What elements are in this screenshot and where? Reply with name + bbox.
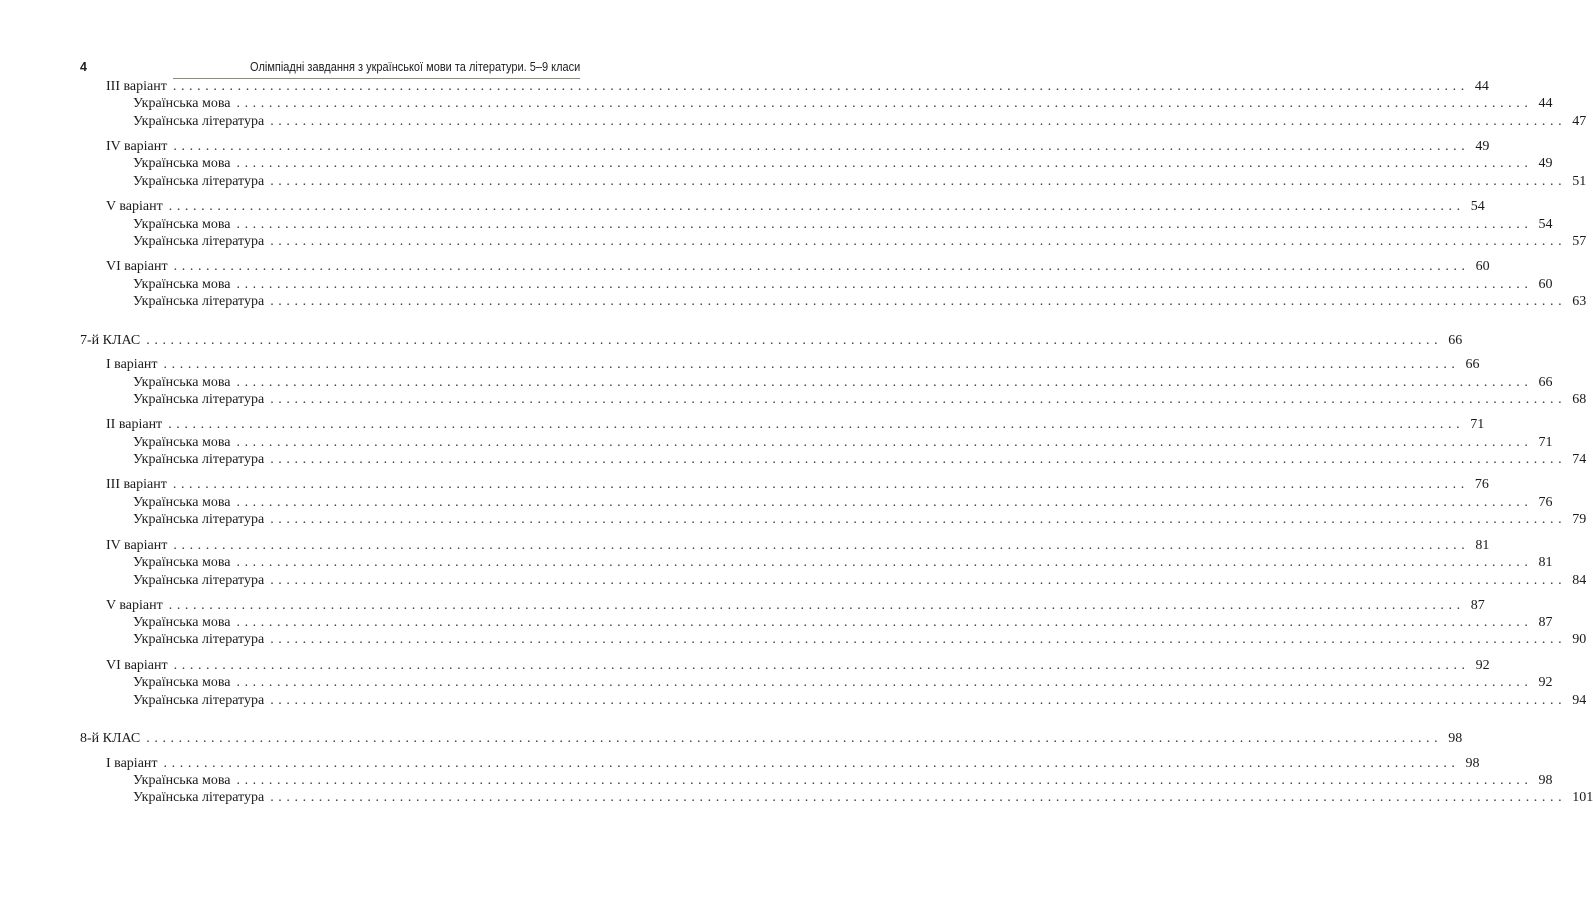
dot-leader: ................................................................................................................................................................ <box>236 96 1533 111</box>
toc-entry-page: 51 <box>1572 174 1587 189</box>
toc-subject-entry <box>133 276 1553 294</box>
toc-variant-entry <box>106 138 1490 156</box>
dot-leader: ................................................................................................................................................................ <box>236 435 1533 450</box>
toc-subject-entry <box>133 95 1553 113</box>
toc-entry-label: Українська мова <box>133 772 236 790</box>
toc-entry-page: 98 <box>1448 731 1463 746</box>
page-number: 4 <box>80 60 87 74</box>
toc-subject-entry <box>133 233 1587 251</box>
toc-subject-entry <box>133 674 1553 692</box>
toc-entry-page: 71 <box>1538 435 1553 450</box>
toc-entry-page: 76 <box>1474 477 1489 492</box>
toc-section-entry <box>80 730 1463 748</box>
toc-entry-page: 44 <box>1474 79 1489 94</box>
dot-leader: ................................................................................................................................................................ <box>172 79 1469 94</box>
toc-variant-entry <box>106 657 1490 675</box>
toc-subject-entry <box>133 631 1587 649</box>
toc-subject-entry <box>133 494 1553 512</box>
toc-entry-label: Українська література <box>133 789 270 807</box>
toc-entry-page: 71 <box>1470 417 1485 432</box>
toc-entry-label: Українська мова <box>133 216 236 234</box>
dot-leader: ................................................................................................................................................................ <box>236 773 1533 788</box>
toc-subject-entry <box>133 572 1587 590</box>
toc-entry-page: 74 <box>1572 452 1587 467</box>
dot-leader: ................................................................................................................................................................ <box>173 538 1470 553</box>
toc-entry-page: 47 <box>1572 114 1587 129</box>
toc-variant-entry <box>106 476 1489 494</box>
dot-leader: ................................................................................................................................................................ <box>172 477 1469 492</box>
toc-subject-entry <box>133 451 1587 469</box>
toc-variant-entry <box>106 258 1490 276</box>
toc-subject-entry <box>133 173 1587 191</box>
toc-entry-label: Українська мова <box>133 494 236 512</box>
toc-variant-entry <box>106 416 1485 434</box>
toc-subject-entry <box>133 374 1553 392</box>
toc-subject-entry <box>133 789 1593 807</box>
toc-subject-entry <box>133 554 1553 572</box>
dot-leader: ................................................................................................................................................................ <box>270 452 1567 467</box>
toc-entry-label: IV варіант <box>106 537 173 555</box>
toc-entry-label: Українська література <box>133 572 270 590</box>
toc-variant-entry <box>106 755 1480 773</box>
toc-subject-entry <box>133 155 1553 173</box>
dot-leader: ................................................................................................................................................................ <box>173 658 1470 673</box>
toc-subject-entry <box>133 434 1553 452</box>
toc-subject-entry <box>133 113 1587 131</box>
toc-entry-label: Українська мова <box>133 276 236 294</box>
dot-leader: ................................................................................................................................................................ <box>270 294 1567 309</box>
toc-entry-page: 57 <box>1572 234 1587 249</box>
toc-entry-page: 81 <box>1475 538 1490 553</box>
toc-subject-entry <box>133 216 1553 234</box>
dot-leader: ................................................................................................................................................................ <box>270 512 1567 527</box>
toc-entry-label: Українська мова <box>133 434 236 452</box>
toc-entry-label: Українська література <box>133 692 270 710</box>
toc-subject-entry <box>133 293 1587 311</box>
dot-leader: ................................................................................................................................................................ <box>173 139 1470 154</box>
toc-entry-label: Українська література <box>133 451 270 469</box>
dot-leader: ................................................................................................................................................................ <box>236 555 1533 570</box>
toc-subject-entry <box>133 772 1553 790</box>
toc-entry-page: 76 <box>1538 495 1553 510</box>
toc-entry-page: 87 <box>1538 615 1553 630</box>
toc-entry-page: 98 <box>1538 773 1553 788</box>
toc-entry-label: Українська мова <box>133 554 236 572</box>
toc-entry-label: Українська мова <box>133 374 236 392</box>
dot-leader: ................................................................................................................................................................ <box>236 156 1533 171</box>
dot-leader: ................................................................................................................................................................ <box>236 495 1533 510</box>
toc-entry-label: I варіант <box>106 356 164 374</box>
toc-subject-entry <box>133 614 1553 632</box>
toc-entry-page: 84 <box>1572 573 1587 588</box>
toc-variant-entry <box>106 356 1480 374</box>
toc-entry-label: 7-й КЛАС <box>80 332 146 350</box>
toc-entry-label: VI варіант <box>106 258 174 276</box>
toc-entry-label: Українська література <box>133 391 270 409</box>
toc-entry-label: II варіант <box>106 416 168 434</box>
dot-leader: ................................................................................................................................................................ <box>236 675 1533 690</box>
toc-entry-page: 101 <box>1572 790 1593 805</box>
toc-entry-page: 66 <box>1465 357 1480 372</box>
dot-leader: ................................................................................................................................................................ <box>168 417 1465 432</box>
toc-subject-entry <box>133 692 1587 710</box>
toc-entry-page: 79 <box>1572 512 1587 527</box>
toc-entry-page: 90 <box>1572 632 1587 647</box>
toc-entry-label: Українська мова <box>133 614 236 632</box>
dot-leader: ................................................................................................................................................................ <box>173 259 1470 274</box>
dot-leader: ................................................................................................................................................................ <box>270 573 1567 588</box>
toc-entry-label: III варіант <box>106 78 173 96</box>
dot-leader: ................................................................................................................................................................ <box>168 598 1465 613</box>
toc-entry-page: 66 <box>1448 333 1463 348</box>
toc-entry-page: 98 <box>1465 756 1480 771</box>
toc-entry-label: V варіант <box>106 597 169 615</box>
toc-entry-label: Українська література <box>133 233 270 251</box>
toc-entry-label: Українська мова <box>133 95 236 113</box>
running-title: Олімпіадні завдання з української мови та літератури. 5–9 класи <box>249 60 580 74</box>
toc-entry-page: 87 <box>1470 598 1485 613</box>
dot-leader: ................................................................................................................................................................ <box>146 731 1443 746</box>
toc-entry-page: 49 <box>1475 139 1490 154</box>
toc-subject-entry <box>133 511 1587 529</box>
toc-entry-label: IV варіант <box>106 138 173 156</box>
dot-leader: ................................................................................................................................................................ <box>270 114 1567 129</box>
toc-variant-entry <box>106 78 1489 96</box>
dot-leader: ................................................................................................................................................................ <box>236 277 1533 292</box>
toc-entry-label: Українська література <box>133 293 270 311</box>
dot-leader: ................................................................................................................................................................ <box>236 375 1533 390</box>
toc-entry-label: V варіант <box>106 198 169 216</box>
toc-entry-page: 68 <box>1572 392 1587 407</box>
toc-variant-entry <box>106 198 1485 216</box>
dot-leader: ................................................................................................................................................................ <box>168 199 1465 214</box>
toc-entry-page: 81 <box>1538 555 1553 570</box>
toc-entry-label: Українська мова <box>133 155 236 173</box>
dot-leader: ................................................................................................................................................................ <box>163 756 1460 771</box>
toc-entry-page: 63 <box>1572 294 1587 309</box>
dot-leader: ................................................................................................................................................................ <box>270 632 1567 647</box>
dot-leader: ................................................................................................................................................................ <box>270 392 1567 407</box>
dot-leader: ................................................................................................................................................................ <box>270 693 1567 708</box>
toc-entry-label: 8-й КЛАС <box>80 730 146 748</box>
toc-entry-page: 60 <box>1538 277 1553 292</box>
toc-entry-page: 49 <box>1538 156 1553 171</box>
toc-entry-page: 92 <box>1538 675 1553 690</box>
toc-variant-entry <box>106 597 1485 615</box>
dot-leader: ................................................................................................................................................................ <box>270 174 1567 189</box>
toc-entry-page: 44 <box>1538 96 1553 111</box>
dot-leader: ................................................................................................................................................................ <box>146 333 1443 348</box>
toc-entry-page: 54 <box>1470 199 1485 214</box>
toc-entry-page: 60 <box>1475 259 1490 274</box>
dot-leader: ................................................................................................................................................................ <box>236 217 1533 232</box>
toc-entry-page: 54 <box>1538 217 1553 232</box>
toc-entry-page: 92 <box>1475 658 1490 673</box>
toc-entry-label: Українська література <box>133 173 270 191</box>
toc-entry-label: Українська література <box>133 511 270 529</box>
dot-leader: ................................................................................................................................................................ <box>270 790 1567 805</box>
dot-leader: ................................................................................................................................................................ <box>236 615 1533 630</box>
toc-variant-entry <box>106 537 1490 555</box>
toc-entry-label: III варіант <box>106 476 173 494</box>
toc-entry-label: I варіант <box>106 755 164 773</box>
toc-subject-entry <box>133 391 1587 409</box>
toc-entry-label: Українська література <box>133 113 270 131</box>
toc-entry-page: 94 <box>1572 693 1587 708</box>
toc-entry-label: VI варіант <box>106 657 174 675</box>
dot-leader: ................................................................................................................................................................ <box>163 357 1460 372</box>
toc-entry-label: Українська мова <box>133 674 236 692</box>
dot-leader: ................................................................................................................................................................ <box>270 234 1567 249</box>
toc-entry-page: 66 <box>1538 375 1553 390</box>
toc-entry-label: Українська література <box>133 631 270 649</box>
toc-section-entry <box>80 332 1463 350</box>
